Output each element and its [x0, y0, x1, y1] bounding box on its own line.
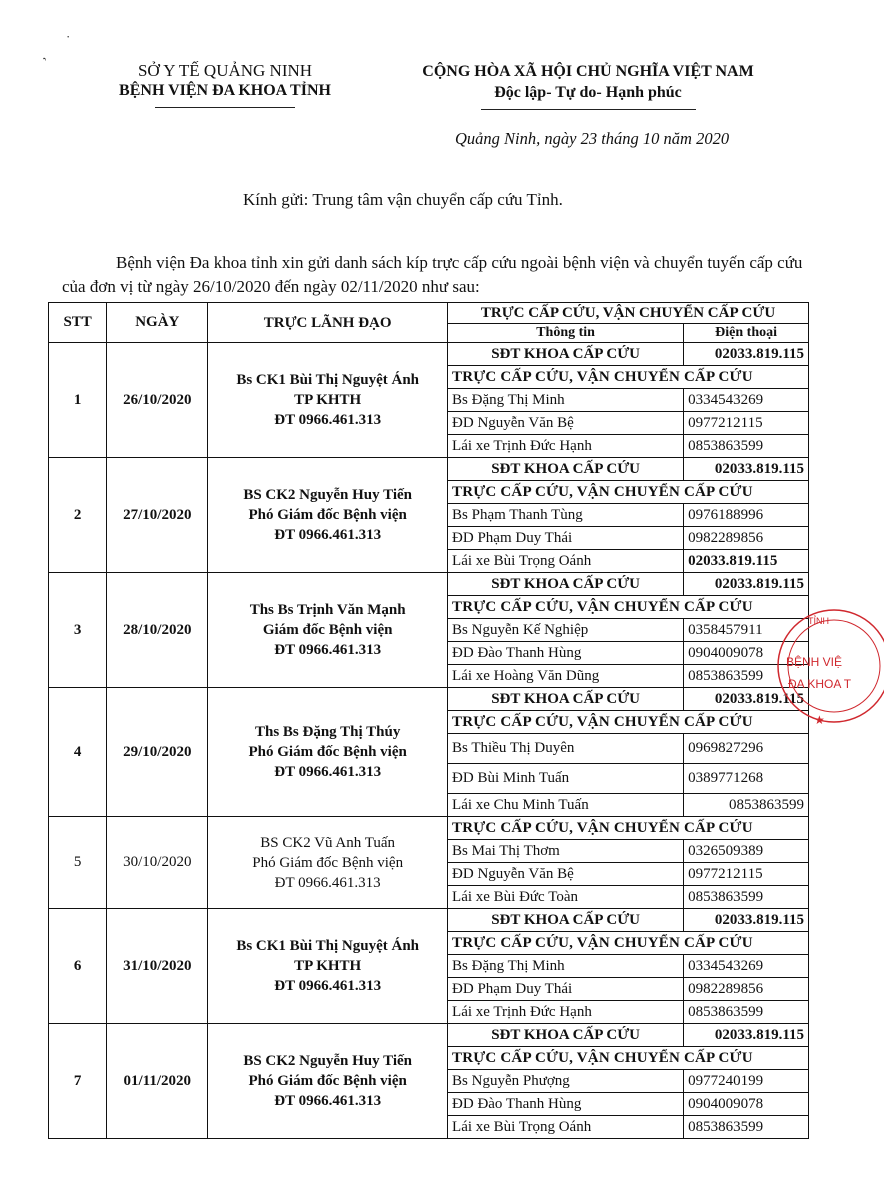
seal-text-line1: BỆNH VIỆ [786, 655, 843, 669]
leader-line: Bs CK1 Bùi Thị Nguyệt Ánh [236, 372, 420, 388]
staff-phone: 0853863599 [684, 435, 809, 458]
leader-line: BS CK2 Vũ Anh Tuấn [260, 834, 396, 851]
date-line: Quảng Ninh, ngày 23 tháng 10 năm 2020 [455, 129, 730, 148]
header-divider [155, 107, 295, 108]
row-stt: 2 [49, 458, 107, 573]
table-row [49, 817, 809, 840]
staff-name: Bs Thiều Thị Duyên [448, 734, 684, 764]
staff-phone: 0853863599 [684, 1116, 809, 1139]
row-date: 27/10/2020 [107, 458, 208, 573]
national-title: CỘNG HÒA XÃ HỘI CHỦ NGHĨA VIỆT NAM [422, 63, 754, 80]
leader-line: Phó Giám đốc Bệnh viện [248, 744, 407, 760]
row-leader [208, 573, 448, 688]
table-row [49, 343, 809, 366]
leader-line: TP KHTH [294, 958, 362, 974]
row-date: 29/10/2020 [107, 688, 208, 817]
hotline-phone: 02033.819.115 [684, 909, 809, 932]
row-stt: 5 [49, 817, 107, 909]
staff-phone: 0358457911 [684, 619, 809, 642]
leader-line: ĐT 0966.461.313 [274, 1093, 382, 1109]
staff-name: Lái xe Bùi Đức Toàn [448, 886, 684, 909]
leader-line: Giám đốc Bệnh viện [262, 622, 393, 638]
staff-phone: 0977212115 [684, 863, 809, 886]
staff-name: Lái xe Trịnh Đức Hạnh [448, 1001, 684, 1024]
row-leader [208, 343, 448, 458]
header-info: Thông tin [448, 324, 684, 343]
leader-line: Bs CK1 Bùi Thị Nguyệt Ánh [236, 938, 420, 954]
leader-line: Phó Giám đốc Bệnh viện [248, 1073, 407, 1089]
row-stt: 3 [49, 573, 107, 688]
row-date: 31/10/2020 [107, 909, 208, 1024]
national-header [378, 61, 798, 110]
staff-phone: 0334543269 [684, 955, 809, 978]
agency-name: SỞ Y TẾ QUẢNG NINH [137, 61, 313, 80]
leader-line: ĐT 0966.461.313 [274, 978, 382, 994]
table-row [49, 573, 809, 596]
seal-star-icon: ★ [814, 713, 825, 727]
staff-phone: 0853863599 [684, 886, 809, 909]
hotline-phone: 02033.819.115 [684, 343, 809, 366]
table-row [49, 1024, 809, 1047]
row-leader [208, 817, 448, 909]
hotline-label: SĐT KHOA CẤP CỨU [448, 688, 684, 711]
row-date: 26/10/2020 [107, 343, 208, 458]
scan-speck: , [33, 51, 48, 62]
hotline-label: SĐT KHOA CẤP CỨU [448, 1024, 684, 1047]
staff-phone: 0976188996 [684, 504, 809, 527]
staff-phone: 0904009078 [684, 1093, 809, 1116]
hotline-label: SĐT KHOA CẤP CỨU [448, 343, 684, 366]
team-header: TRỰC CẤP CỨU, VẬN CHUYỂN CẤP CỨU [448, 1047, 809, 1070]
leader-line: BS CK2 Nguyễn Huy Tiến [243, 487, 412, 503]
row-date: 30/10/2020 [107, 817, 208, 909]
table-row [49, 688, 809, 711]
header-divider [481, 109, 696, 110]
seal-text-line2: ĐA KHOA T [788, 677, 852, 691]
staff-name: Bs Đặng Thị Minh [448, 389, 684, 412]
header-date: NGÀY [107, 303, 208, 343]
hotline-phone: 02033.819.115 [684, 458, 809, 481]
team-header: TRỰC CẤP CỨU, VẬN CHUYỂN CẤP CỨU [448, 481, 809, 504]
staff-name: ĐD Nguyễn Văn Bệ [448, 863, 684, 886]
hotline-label: SĐT KHOA CẤP CỨU [448, 458, 684, 481]
header-emergency-group: TRỰC CẤP CỨU, VẬN CHUYỂN CẤP CỨU [448, 303, 809, 324]
table-row [49, 909, 809, 932]
staff-name: Bs Phạm Thanh Tùng [448, 504, 684, 527]
header-stt: STT [49, 303, 107, 343]
scan-speck: · [66, 29, 71, 44]
staff-name: Bs Đặng Thị Minh [448, 955, 684, 978]
staff-phone: 0982289856 [684, 978, 809, 1001]
hotline-phone: 02033.819.115 [684, 573, 809, 596]
hotline-label: SĐT KHOA CẤP CỨU [448, 573, 684, 596]
leader-line: ĐT 0966.461.313 [274, 642, 382, 658]
staff-name: Bs Nguyễn Phượng [448, 1070, 684, 1093]
staff-phone: 0389771268 [684, 764, 809, 794]
staff-phone: 0904009078 [684, 642, 809, 665]
hospital-name: BỆNH VIỆN ĐA KHOA TỈNH [119, 82, 331, 99]
recipient-line: Kính gửi: Trung tâm vận chuyển cấp cứu Tỉnh. [243, 190, 563, 209]
roster-body [49, 343, 809, 1139]
staff-name: Lái xe Bùi Trọng Oánh [448, 1116, 684, 1139]
staff-name: ĐD Nguyễn Văn Bệ [448, 412, 684, 435]
leader-line: Phó Giám đốc Bệnh viện [252, 854, 404, 871]
staff-name: Bs Nguyễn Kế Nghiệp [448, 619, 684, 642]
staff-phone: 0853863599 [684, 794, 809, 817]
staff-name: Lái xe Hoàng Văn Dũng [448, 665, 684, 688]
row-leader [208, 688, 448, 817]
staff-phone: 0326509389 [684, 840, 809, 863]
row-stt: 1 [49, 343, 107, 458]
staff-name: Lái xe Chu Minh Tuấn [448, 794, 684, 817]
seal-text-top: TỈNH [808, 616, 829, 626]
leader-line: ĐT 0966.461.313 [274, 412, 382, 428]
row-leader [208, 458, 448, 573]
row-date: 28/10/2020 [107, 573, 208, 688]
leader-line: Ths Bs Đặng Thị Thúy [254, 724, 401, 740]
row-date: 01/11/2020 [107, 1024, 208, 1139]
hotline-phone: 02033.819.115 [684, 1024, 809, 1047]
row-leader [208, 1024, 448, 1139]
duty-roster-table [48, 302, 809, 1139]
leader-line: BS CK2 Nguyễn Huy Tiến [243, 1053, 412, 1069]
row-stt: 4 [49, 688, 107, 817]
staff-name: ĐD Phạm Duy Thái [448, 527, 684, 550]
table-row [49, 458, 809, 481]
staff-name: ĐD Phạm Duy Thái [448, 978, 684, 1001]
staff-phone: 0977212115 [684, 412, 809, 435]
staff-phone: 0969827296 [684, 734, 809, 764]
staff-name: ĐD Đào Thanh Hùng [448, 1093, 684, 1116]
team-header: TRỰC CẤP CỨU, VẬN CHUYỂN CẤP CỨU [448, 817, 809, 840]
hotline-phone: 02033.819.115 [684, 688, 809, 711]
leader-line: ĐT 0966.461.313 [274, 527, 382, 543]
row-stt: 6 [49, 909, 107, 1024]
leader-line: Phó Giám đốc Bệnh viện [248, 507, 407, 523]
staff-phone: 0853863599 [684, 1001, 809, 1024]
staff-phone: 0977240199 [684, 1070, 809, 1093]
agency-header [95, 61, 355, 108]
row-leader [208, 909, 448, 1024]
header-phone: Điện thoại [684, 324, 809, 343]
hotline-label: SĐT KHOA CẤP CỨU [448, 909, 684, 932]
staff-name: Bs Mai Thị Thơm [448, 840, 684, 863]
team-header: TRỰC CẤP CỨU, VẬN CHUYỂN CẤP CỨU [448, 366, 809, 389]
body-paragraph: Bệnh viện Đa khoa tỉnh xin gửi danh sách kíp trực cấp cứu ngoài bệnh viện và chuyển tuyến cấp cứu của đơn vị từ ngày 26/10/2020 đến ngày 02/11/2020 như sau: [62, 253, 803, 296]
team-header: TRỰC CẤP CỨU, VẬN CHUYỂN CẤP CỨU [448, 711, 809, 734]
leader-line: TP KHTH [294, 392, 362, 408]
leader-line: Ths Bs Trịnh Văn Mạnh [249, 602, 406, 618]
national-motto: Độc lập- Tự do- Hạnh phúc [494, 84, 682, 101]
team-header: TRỰC CẤP CỨU, VẬN CHUYỂN CẤP CỨU [448, 596, 809, 619]
staff-name: Lái xe Trịnh Đức Hạnh [448, 435, 684, 458]
header-leader: TRỰC LÃNH ĐẠO [208, 303, 448, 343]
team-header: TRỰC CẤP CỨU, VẬN CHUYỂN CẤP CỨU [448, 932, 809, 955]
staff-name: Lái xe Bùi Trọng Oánh [448, 550, 684, 573]
row-stt: 7 [49, 1024, 107, 1139]
staff-phone: 0334543269 [684, 389, 809, 412]
staff-phone: 02033.819.115 [684, 550, 809, 573]
staff-phone: 0853863599 [684, 665, 809, 688]
staff-name: ĐD Bùi Minh Tuấn [448, 764, 684, 794]
leader-line: ĐT 0966.461.313 [274, 764, 382, 780]
staff-name: ĐD Đào Thanh Hùng [448, 642, 684, 665]
leader-line: ĐT 0966.461.313 [274, 874, 381, 891]
staff-phone: 0982289856 [684, 527, 809, 550]
